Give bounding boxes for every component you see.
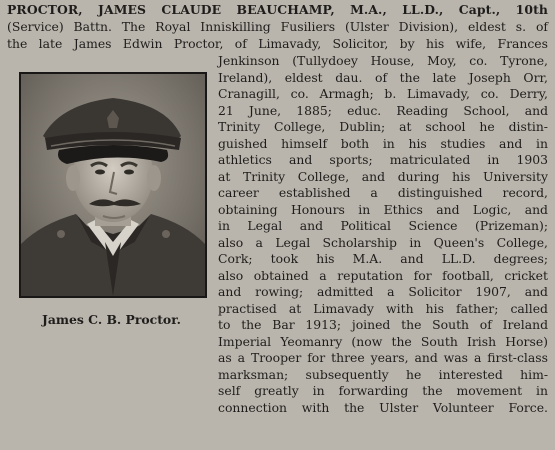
text-line: guished himself both in his studies and in (218, 135, 548, 151)
text-line: as a Trooper for three years, and was a first-class (218, 350, 548, 365)
text-line: at Trinity College, and during his University (218, 168, 548, 184)
entry-titles: M.A., LL.D., Capt., 10th (334, 2, 548, 17)
text-line: (Service) Battn. The Royal Inniskilling Fusiliers (Ulster Division), eldest s. of (7, 19, 548, 34)
text-line: practised at Limavady with his father; called (218, 300, 548, 316)
text-line: career established a distinguished record, (218, 185, 548, 200)
text-line: Jenkinson (Tullydoey House, Moy, co. Tyrone, (218, 53, 548, 68)
text-line: to the Bar 1913; joined the South of Ireland (218, 317, 548, 332)
text-line: Cork; took his M.A. and LL.D. degrees; (218, 251, 548, 266)
entry-name: PROCTOR, JAMES CLAUDE BEAUCHAMP, (7, 2, 335, 17)
portrait-photo (19, 72, 207, 298)
text-line: the late James Edwin Proctor, of Limavady, Solicitor, by his wife, Frances (7, 36, 548, 51)
text-line: athletics and sports; matriculated in 1903 (218, 152, 548, 167)
text-line: self greatly in forwarding the movement in (218, 383, 548, 398)
text-line: 21 June, 1885; educ. Reading School, and (218, 102, 548, 118)
text-line: Trinity College, Dublin; at school he distin- (218, 119, 548, 134)
text-line: Ireland), eldest dau. of the late Joseph Orr, (218, 69, 548, 85)
text-line: Imperial Yeomanry (now the South Irish Horse) (218, 333, 548, 349)
text-line: in Legal and Political Science (Prizeman); (218, 218, 548, 233)
text-line: and rowing; admitted a Solicitor 1907, and (218, 284, 548, 299)
text-line: marksman; subsequently he interested him- (218, 366, 548, 382)
text-line: also a Legal Scholarship in Queen's College, (218, 234, 548, 250)
text-line: Cranagill, co. Armagh; b. Limavady, co. Derry, (218, 86, 548, 101)
portrait-caption: James C. B. Proctor. (42, 312, 181, 327)
text-line: obtaining Honours in Ethics and Logic, and (218, 201, 548, 217)
text-line: also obtained a reputation for football, cricket (218, 267, 548, 283)
entry-heading (7, 2, 548, 19)
text-line: connection with the Ulster Volunteer Force. (218, 399, 548, 415)
